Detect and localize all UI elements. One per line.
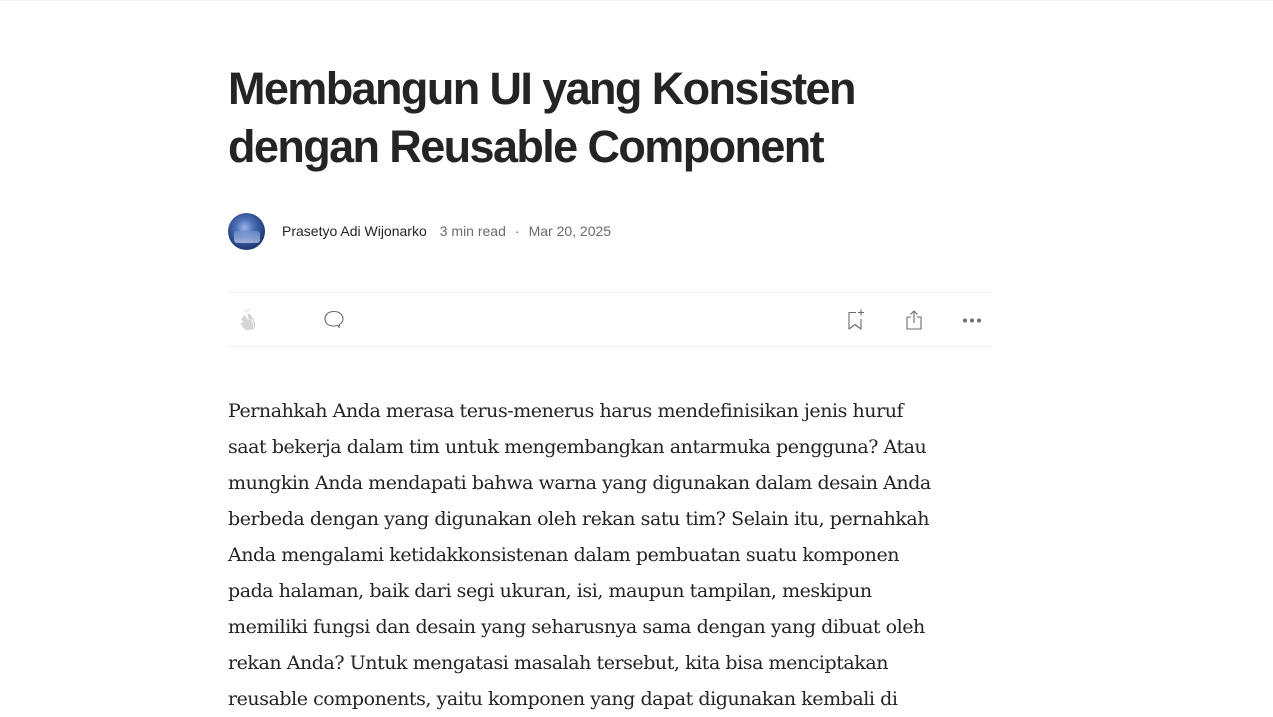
read-time: 3 min read: [439, 223, 506, 239]
body-line: reusable components, yaitu komponen yang dapat digunakan kembali di: [228, 688, 898, 710]
body-line: mungkin Anda mendapati bahwa warna yang digunakan dalam desain Anda: [228, 472, 931, 494]
action-bar: [228, 292, 992, 347]
response-button[interactable]: [321, 307, 347, 333]
publish-date: Mar 20, 2025: [528, 223, 612, 239]
save-button[interactable]: [842, 307, 868, 333]
clap-icon: [238, 308, 262, 332]
article-body-paragraph: [228, 393, 992, 717]
bookmark-add-icon: [843, 308, 867, 332]
share-button[interactable]: [901, 307, 927, 333]
body-line: saat bekerja dalam tim untuk mengembangkan antarmuka pengguna? Atau: [228, 436, 927, 458]
title-line-2: dengan Reusable Component: [228, 121, 824, 172]
body-line: memiliki fungsi dan desain yang seharusnya sama dengan yang dibuat oleh: [228, 616, 925, 638]
body-line: berbeda dengan yang digunakan oleh rekan satu tim? Selain itu, pernahkah: [228, 508, 930, 530]
clap-button[interactable]: [237, 307, 263, 333]
body-line: pada halaman, baik dari segi ukuran, isi, maupun tampilan, meskipun: [228, 580, 872, 602]
byline: [228, 212, 611, 250]
more-button[interactable]: [959, 307, 985, 333]
meta-separator: ·: [514, 223, 520, 239]
comment-icon: [322, 308, 346, 332]
body-line: rekan Anda? Untuk mengatasi masalah tersebut, kita bisa menciptakan: [228, 652, 889, 674]
author-avatar[interactable]: [228, 213, 265, 250]
top-divider: [0, 0, 1273, 1]
article-title: [228, 60, 928, 176]
share-icon: [902, 308, 926, 332]
more-horizontal-icon: [960, 308, 984, 332]
author-name-link[interactable]: Prasetyo Adi Wijonarko: [282, 223, 427, 239]
body-line: Anda mengalami ketidakkonsistenan dalam pembuatan suatu komponen: [228, 544, 900, 566]
title-line-1: Membangun UI yang Konsisten: [228, 63, 855, 114]
body-line: Pernahkah Anda merasa terus-menerus harus mendefinisikan jenis huruf: [228, 400, 904, 422]
